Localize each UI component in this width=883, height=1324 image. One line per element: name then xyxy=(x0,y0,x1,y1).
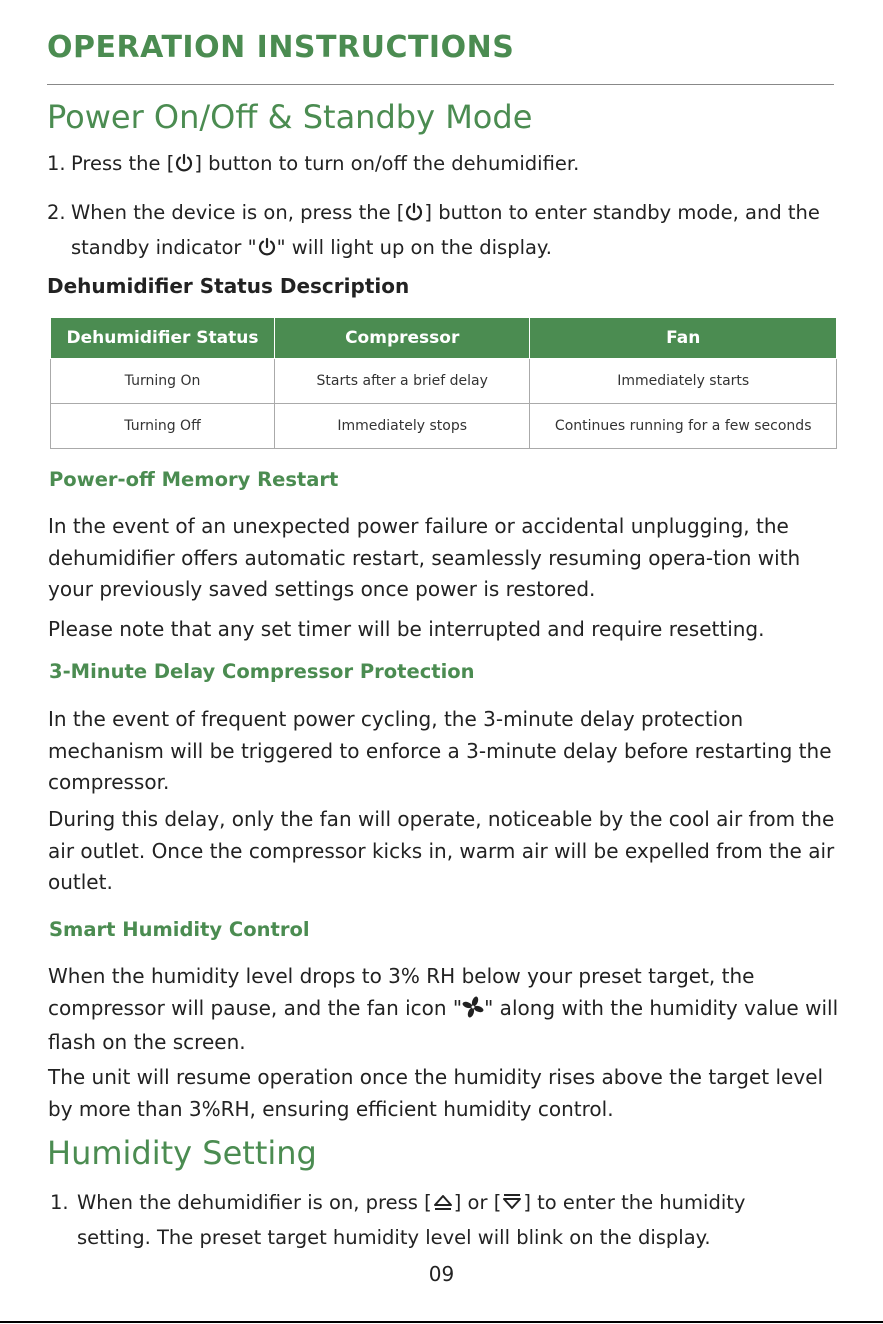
bottom-divider xyxy=(0,1321,883,1323)
step-text-part: ] or [ xyxy=(453,1191,502,1214)
memory-restart-title: Power-off Memory Restart xyxy=(49,468,339,491)
header-compressor: Compressor xyxy=(275,318,530,359)
table-cell: Immediately starts xyxy=(530,359,837,404)
step-text-part: ] to enter the humidity setting. The preset target humidity level will blink on the display. xyxy=(77,1191,746,1249)
down-arrow-icon xyxy=(501,1190,523,1222)
page-title: OPERATION INSTRUCTIONS xyxy=(47,30,515,65)
up-arrow-icon xyxy=(432,1190,454,1222)
paragraph-text-part: When the humidity level drops to 3% RH below your preset target, the compressor will pause, and the fan icon " xyxy=(48,964,755,1020)
step-text-part: Press the [ xyxy=(71,152,175,175)
table-cell: Starts after a brief delay xyxy=(275,359,530,404)
power-icon xyxy=(404,200,424,232)
table-cell: Immediately stops xyxy=(275,404,530,449)
smart-humidity-paragraph-2: The unit will resume operation once the humidity rises above the target level by more than 3%RH, ensuring efficient humidity control. xyxy=(48,1065,824,1121)
status-table xyxy=(50,318,837,449)
humidity-step-1 xyxy=(50,1187,825,1254)
power-step-1 xyxy=(47,148,837,183)
paragraph-text-part: " along with the humidity value will flash on the screen. xyxy=(48,995,839,1054)
power-icon xyxy=(174,151,194,183)
delay-protection-title: 3-Minute Delay Compressor Protection xyxy=(49,660,475,683)
step-number: 1. xyxy=(47,152,66,175)
table-cell: Turning On xyxy=(51,359,275,404)
header-status: Dehumidifier Status xyxy=(51,318,275,359)
step-text-part: When the dehumidifier is on, press [ xyxy=(77,1191,432,1214)
page-number: 09 xyxy=(428,1262,455,1286)
section-title-humidity-setting: Humidity Setting xyxy=(47,1134,317,1172)
step-text xyxy=(71,197,837,267)
step-text-part: ] button to enter standby mode, and the standby indicator " xyxy=(71,201,820,259)
table-cell: Turning Off xyxy=(51,404,275,449)
step-text-part: ] button to turn on/off the dehumidifier. xyxy=(194,152,580,175)
step-text xyxy=(77,1187,825,1254)
status-description-title: Dehumidifier Status Description xyxy=(47,274,410,298)
table-cell: Continues running for a few seconds xyxy=(530,404,837,449)
fan-icon xyxy=(462,996,484,1028)
step-number: 1. xyxy=(50,1191,69,1214)
title-divider xyxy=(47,84,834,85)
memory-restart-paragraph-1: In the event of an unexpected power failure or accidental unplugging, the dehumidifier offers automatic restart, seamlessly resuming opera-tion with your previously saved settings once power is restored. xyxy=(48,514,801,601)
power-step-2 xyxy=(47,197,837,267)
delay-protection-paragraph-1: In the event of frequent power cycling, the 3-minute delay protection mechanism will be triggered to enforce a 3-minute delay before restarting the compressor. xyxy=(48,707,832,794)
delay-protection-paragraph-2: During this delay, only the fan will operate, noticeable by the cool air from the air outlet. Once the compressor kicks in, warm air will be expelled from the air outlet. xyxy=(48,807,835,894)
power-steps xyxy=(47,148,837,267)
section-title-power: Power On/Off & Standby Mode xyxy=(47,98,533,136)
table-row xyxy=(51,359,837,404)
step-text-part: " will light up on the display. xyxy=(276,236,552,259)
smart-humidity-title: Smart Humidity Control xyxy=(49,918,310,941)
humidity-setting-steps xyxy=(50,1187,825,1254)
step-text xyxy=(71,148,837,183)
step-number: 2. xyxy=(47,201,66,224)
table-header-row xyxy=(51,318,837,359)
memory-restart-paragraph-2: Please note that any set timer will be interrupted and require resetting. xyxy=(48,617,765,641)
table-row xyxy=(51,404,837,449)
standby-power-icon xyxy=(257,235,277,267)
header-fan: Fan xyxy=(530,318,837,359)
smart-humidity-paragraph-1 xyxy=(48,961,848,1059)
step-text-part: When the device is on, press the [ xyxy=(71,201,405,224)
